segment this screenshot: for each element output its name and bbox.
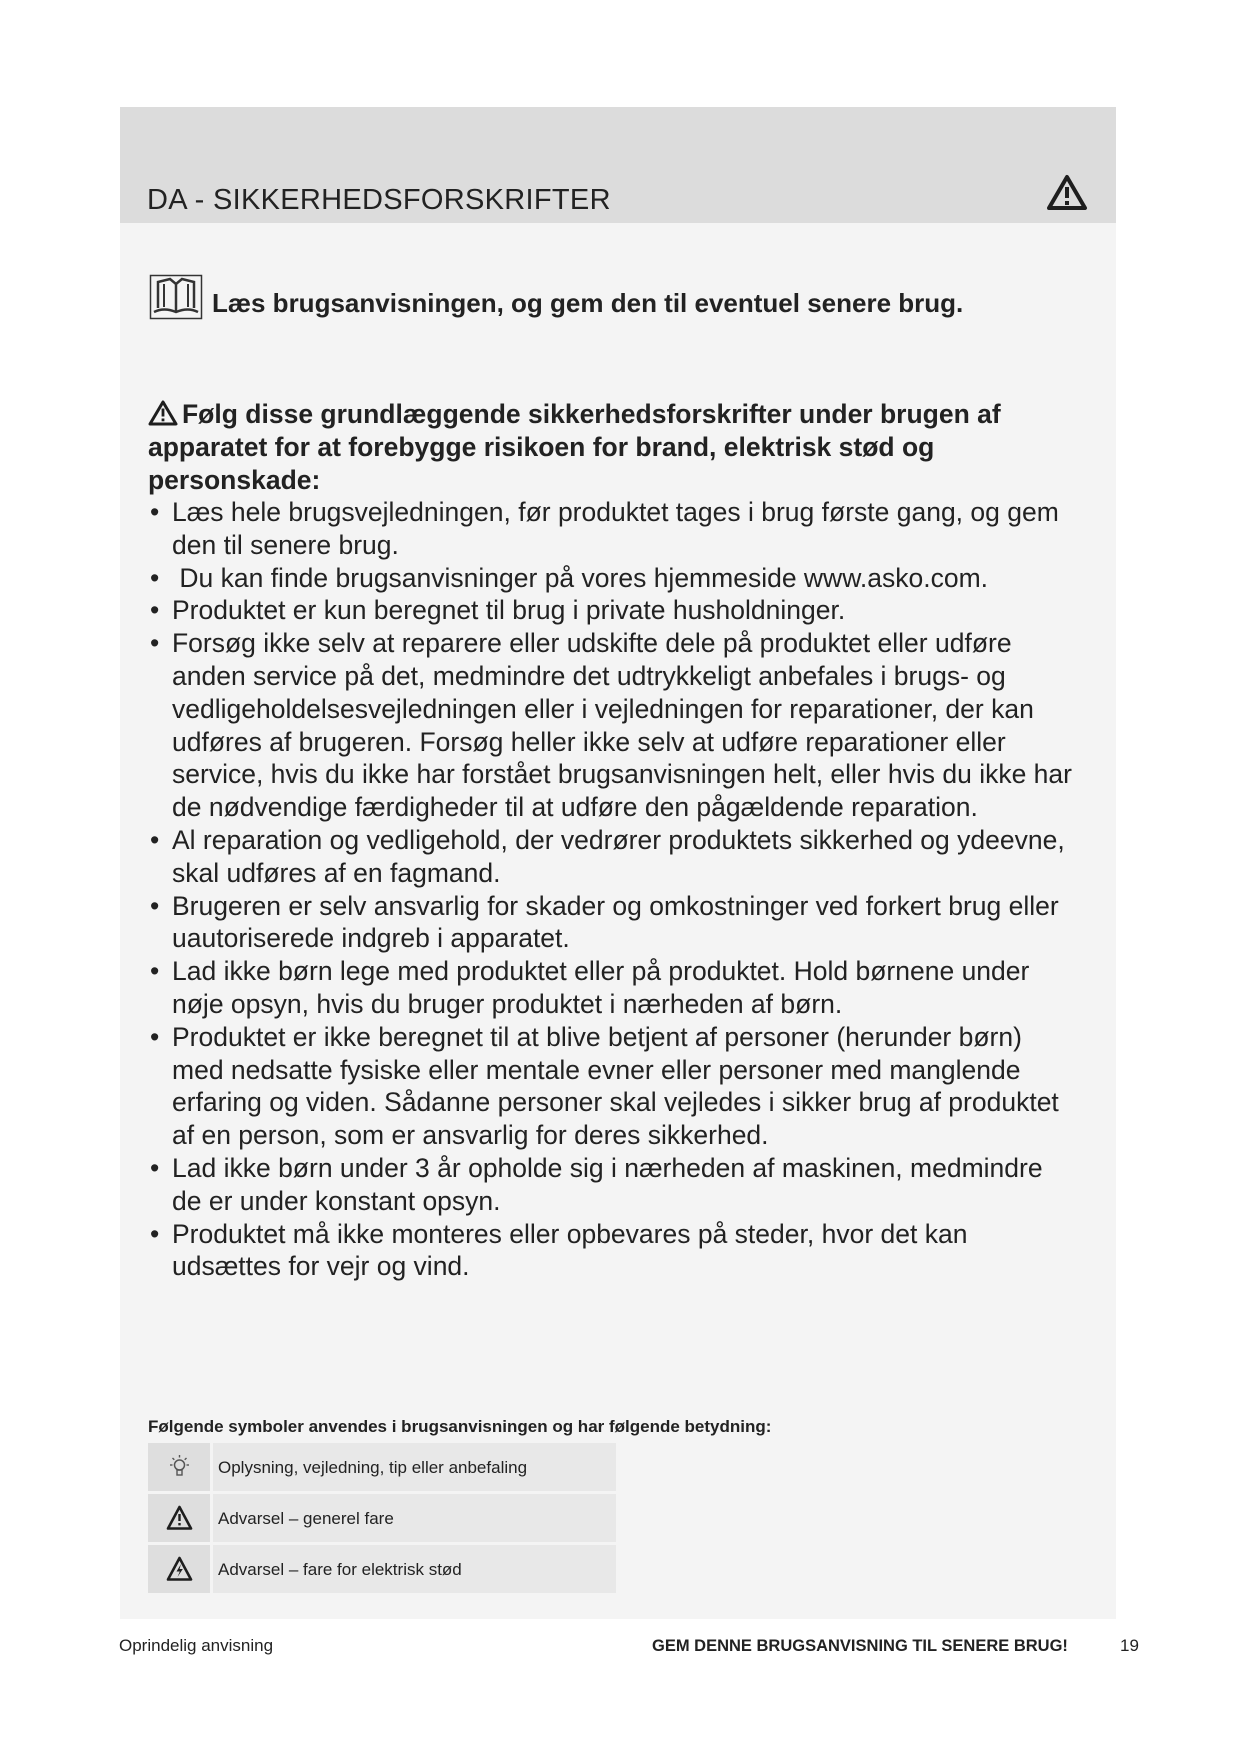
bullet-line: uautoriserede indgreb i apparatet. (172, 923, 570, 954)
symbol-text-cell (213, 1494, 616, 1542)
lightbulb-icon (166, 1454, 193, 1480)
symbol-description: Advarsel – generel fare (218, 1509, 394, 1528)
safety-bullet-item (148, 824, 1098, 890)
page-number: 19 (1120, 1636, 1139, 1655)
bullet-line: den til senere brug. (172, 529, 399, 560)
safety-bullet-item (148, 1152, 1098, 1218)
bullet-line: Produktet må ikke monteres eller opbevares på steder, hvor det kan (172, 1218, 968, 1249)
symbol-row (148, 1494, 616, 1542)
bullet-line: de nødvendige færdigheder til at udføre den pågældende reparation. (172, 792, 978, 823)
safety-panel (120, 107, 1116, 1619)
bullet-line: anden service på det, medmindre det udtrykkeligt anbefales i brugs- og (172, 660, 1006, 691)
electric-warning-icon (166, 1556, 193, 1582)
symbol-description: Advarsel – fare for elektrisk stød (218, 1560, 462, 1579)
warning-triangle-icon (1046, 174, 1088, 211)
warning-triangle-icon (148, 400, 178, 426)
bullet-marker: • (150, 890, 160, 921)
safety-intro (148, 398, 1048, 497)
page-title: DA - SIKKERHEDSFORSKRIFTER (147, 184, 611, 216)
bullet-line: Lad ikke børn under 3 år opholde sig i nærheden af maskinen, medmindre (172, 1152, 1043, 1183)
symbol-row (148, 1443, 616, 1491)
symbol-icon-cell (148, 1494, 210, 1542)
symbol-icon-cell (148, 1443, 210, 1491)
bullet-line: Lad ikke børn lege med produktet eller på produktet. Hold børnene under (172, 956, 1030, 987)
read-manual-notice (149, 274, 1069, 318)
symbol-text-cell (213, 1545, 616, 1593)
bullet-line: Produktet er kun beregnet til brug i private husholdninger. (172, 595, 846, 626)
bullet-line: Læs hele brugsvejledningen, før produktet tages i brug første gang, og gem (172, 497, 1059, 527)
bullet-line: Produktet er ikke beregnet til at blive betjent af personer (herunder børn) (172, 1021, 1022, 1052)
bullet-line: Forsøg ikke selv at reparere eller udskifte dele på produktet eller udføre (172, 628, 1012, 659)
bullet-line: nøje opsyn, hvis du bruger produktet i nærheden af børn. (172, 988, 843, 1019)
bullet-marker: • (150, 824, 160, 855)
symbols-heading: Følgende symboler anvendes i brugsanvisningen og har følgende betydning: (148, 1417, 772, 1436)
bullet-line: udføres af brugeren. Forsøg heller ikke selv at udføre reparationer eller (172, 726, 1006, 757)
symbol-icon-cell (148, 1545, 210, 1593)
safety-bullet-item (148, 1218, 1098, 1284)
bullet-line: udsættes for vejr og vind. (172, 1251, 470, 1282)
bullet-line: Du kan finde brugsanvisninger på vores hjemmeside www.asko.com. (172, 562, 989, 593)
bullet-line: med nedsatte fysiske eller mentale evner eller personer med manglende (172, 1054, 1021, 1085)
bullet-marker: • (150, 562, 160, 593)
bullet-marker: • (150, 1152, 160, 1183)
bullet-marker: • (150, 1021, 160, 1052)
bullet-marker: • (150, 956, 160, 987)
header-band (120, 107, 1116, 223)
bullet-line: af en person, som er ansvarlig for deres sikkerhed. (172, 1120, 769, 1151)
symbol-text-cell (213, 1443, 616, 1491)
open-book-icon (149, 274, 203, 320)
bullet-marker: • (150, 1218, 160, 1249)
bullet-line: skal udføres af en fagmand. (172, 857, 501, 888)
bullet-marker: • (150, 497, 160, 527)
bullet-line: Brugeren er selv ansvarlig for skader og omkostninger ved forkert brug eller (172, 890, 1059, 921)
symbols-table (148, 1443, 616, 1596)
footer-origin-note: Oprindelig anvisning (119, 1636, 274, 1655)
safety-bullet-item (148, 627, 1098, 824)
bullet-marker: • (150, 628, 160, 659)
safety-bullet-item (148, 594, 1098, 627)
safety-bullet-item (148, 1021, 1098, 1152)
safety-bullet-item (148, 562, 1098, 595)
footer-save-notice: GEM DENNE BRUGSANVISNING TIL SENERE BRUG! (652, 1637, 1068, 1655)
bullet-line: vedligeholdelsesvejledningen eller i vejledningen for reparationer, der kan (172, 693, 1034, 724)
bullet-line: Al reparation og vedligehold, der vedrører produktets sikkerhed og ydeevne, (172, 824, 1065, 855)
safety-intro-text: Følg disse grundlæggende sikkerhedsforskrifter under brugen af apparatet for at forebygge risikoen for brand, elektrisk stød og personskade: (148, 399, 1001, 495)
safety-bullet-item (148, 955, 1098, 1021)
bullet-marker: • (150, 595, 160, 626)
bullet-line: erfaring og viden. Sådanne personer skal vejledes i sikker brug af produktet (172, 1087, 1059, 1118)
read-manual-text: Læs brugsanvisningen, og gem den til eventuel senere brug. (212, 288, 964, 318)
bullet-line: service, hvis du ikke har forstået brugsanvisningen helt, eller hvis du ikke har (172, 759, 1072, 790)
symbol-row (148, 1545, 616, 1593)
symbol-description: Oplysning, vejledning, tip eller anbefaling (218, 1458, 528, 1477)
bullet-line: de er under konstant opsyn. (172, 1185, 501, 1216)
safety-bullet-item (148, 890, 1098, 956)
warning-triangle-icon (166, 1505, 193, 1531)
safety-bullet-list (148, 496, 1098, 1283)
safety-bullet-item (148, 496, 1098, 562)
